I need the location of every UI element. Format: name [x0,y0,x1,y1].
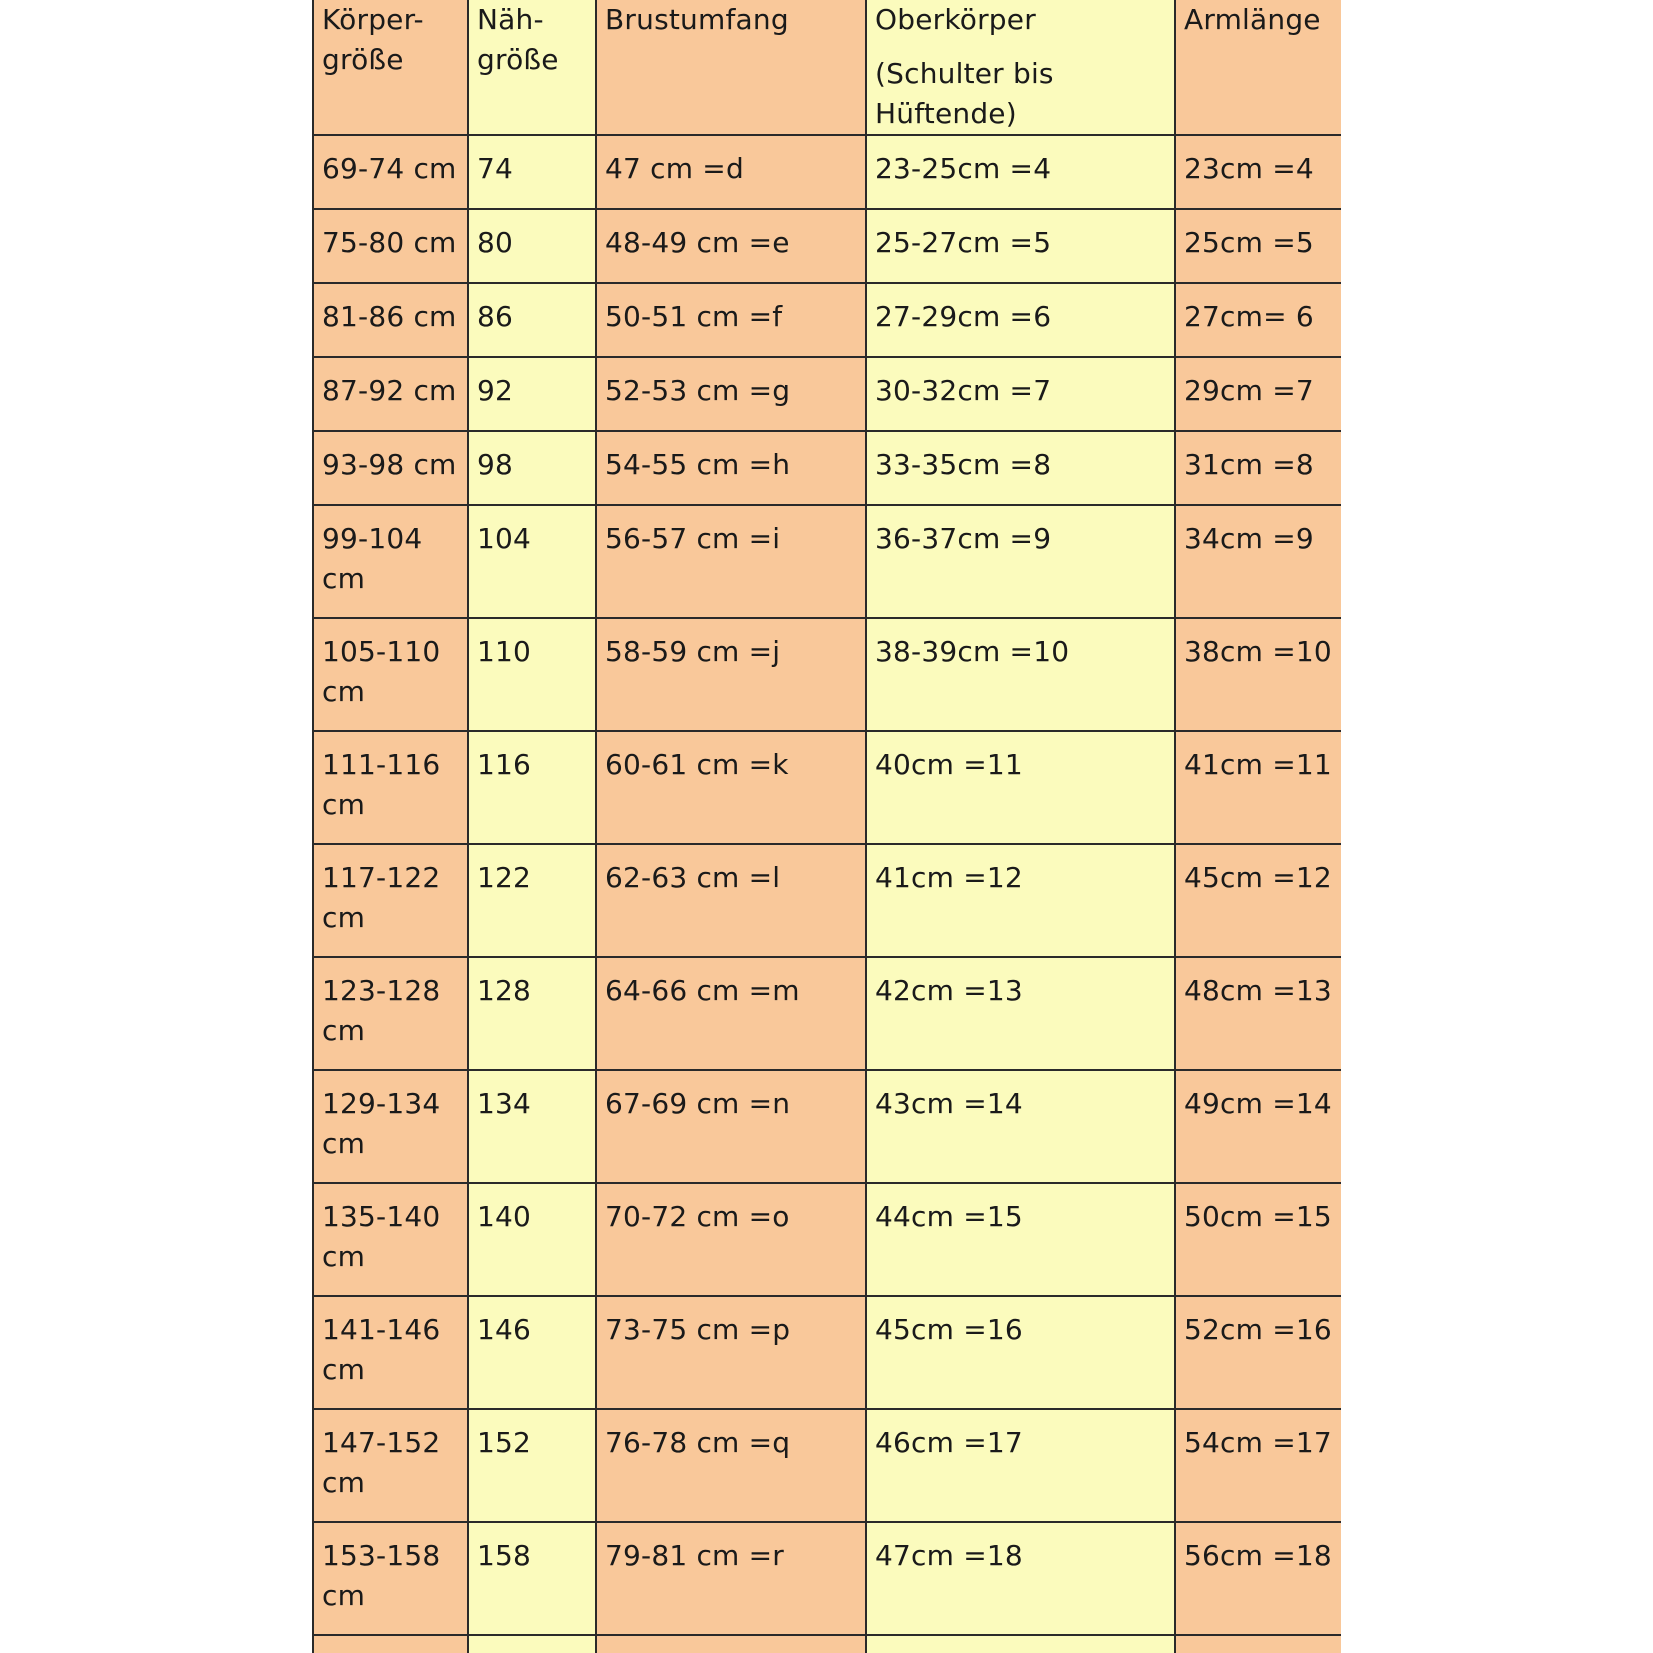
cell-naehgroesse: 74 [468,135,596,209]
table-row-partial [313,1635,1341,1653]
cell-oberkoerper: 47cm =18 [866,1522,1175,1635]
header-oberkoerper-sublabel: (Schulter bis Hüftende) [875,57,1054,130]
cell-brustumfang: 58-59 cm =j [596,618,866,731]
header-koerpergroesse-label: Körper- größe [322,3,424,76]
cell-armlaenge: 56cm =18 [1175,1522,1341,1635]
cell-armlaenge-empty [1175,1635,1341,1653]
cell-koerpergroesse: 105-110 cm [313,618,468,731]
cell-naehgroesse: 92 [468,357,596,431]
cell-brustumfang: 62-63 cm =l [596,844,866,957]
cell-armlaenge: 50cm =15 [1175,1183,1341,1296]
cell-naehgroesse: 122 [468,844,596,957]
cell-koerpergroesse: 129-134 cm [313,1070,468,1183]
cell-naehgroesse: 128 [468,957,596,1070]
header-armlaenge [1175,0,1341,135]
header-naehgroesse-label: Näh- größe [477,3,559,76]
cell-koerpergroesse: 141-146 cm [313,1296,468,1409]
table-row [313,135,1341,209]
cell-oberkoerper: 42cm =13 [866,957,1175,1070]
size-chart-table [312,0,1341,1653]
cell-oberkoerper: 44cm =15 [866,1183,1175,1296]
table-row [313,957,1341,1070]
header-koerpergroesse [313,0,468,135]
table-row [313,1409,1341,1522]
cell-armlaenge: 49cm =14 [1175,1070,1341,1183]
cell-koerpergroesse: 135-140 cm [313,1183,468,1296]
cell-oberkoerper-empty [866,1635,1175,1653]
table-row [313,283,1341,357]
cell-koerpergroesse: 81-86 cm [313,283,468,357]
cell-brustumfang: 50-51 cm =f [596,283,866,357]
cell-naehgroesse: 104 [468,505,596,618]
cell-armlaenge: 31cm =8 [1175,431,1341,505]
cell-brustumfang: 70-72 cm =o [596,1183,866,1296]
table-row [313,1522,1341,1635]
cell-naehgroesse: 146 [468,1296,596,1409]
cell-armlaenge: 25cm =5 [1175,209,1341,283]
cell-armlaenge: 29cm =7 [1175,357,1341,431]
table-row [313,357,1341,431]
cell-naehgroesse: 116 [468,731,596,844]
cell-oberkoerper: 46cm =17 [866,1409,1175,1522]
cell-naehgroesse: 152 [468,1409,596,1522]
table-row [313,844,1341,957]
cell-koerpergroesse: 75-80 cm [313,209,468,283]
cell-oberkoerper: 38-39cm =10 [866,618,1175,731]
cell-koerpergroesse: 153-158 cm [313,1522,468,1635]
cell-oberkoerper: 36-37cm =9 [866,505,1175,618]
table-row [313,618,1341,731]
cell-brustumfang: 79-81 cm =r [596,1522,866,1635]
cell-koerpergroesse: 111-116 cm [313,731,468,844]
cell-koerpergroesse: 93-98 cm [313,431,468,505]
cell-oberkoerper: 30-32cm =7 [866,357,1175,431]
cell-oberkoerper: 41cm =12 [866,844,1175,957]
cell-naehgroesse: 110 [468,618,596,731]
cell-armlaenge: 52cm =16 [1175,1296,1341,1409]
cell-koerpergroesse: 117-122 cm [313,844,468,957]
table-row [313,431,1341,505]
cell-brustumfang: 60-61 cm =k [596,731,866,844]
cell-brustumfang: 48-49 cm =e [596,209,866,283]
cell-oberkoerper: 33-35cm =8 [866,431,1175,505]
table-row [313,505,1341,618]
table-row [313,1070,1341,1183]
cell-oberkoerper: 27-29cm =6 [866,283,1175,357]
cell-koerpergroesse: 147-152 cm [313,1409,468,1522]
cell-armlaenge: 45cm =12 [1175,844,1341,957]
table-row [313,1296,1341,1409]
cell-brustumfang: 54-55 cm =h [596,431,866,505]
cell-brustumfang: 64-66 cm =m [596,957,866,1070]
header-oberkoerper [866,0,1175,135]
header-row [313,0,1341,135]
table-row [313,731,1341,844]
header-armlaenge-label: Armlänge [1184,3,1321,36]
cell-koerpergroesse: 69-74 cm [313,135,468,209]
cell-armlaenge: 48cm =13 [1175,957,1341,1070]
cell-brustumfang: 73-75 cm =p [596,1296,866,1409]
cell-naehgroesse: 86 [468,283,596,357]
cell-oberkoerper: 45cm =16 [866,1296,1175,1409]
cell-oberkoerper: 25-27cm =5 [866,209,1175,283]
size-chart-body [313,135,1341,1653]
header-brustumfang-label: Brustumfang [605,3,789,36]
cell-armlaenge: 27cm= 6 [1175,283,1341,357]
cell-armlaenge: 34cm =9 [1175,505,1341,618]
cell-koerpergroesse: 87-92 cm [313,357,468,431]
cell-brustumfang: 67-69 cm =n [596,1070,866,1183]
cell-koerpergroesse: 123-128 cm [313,957,468,1070]
cell-naehgroesse-empty [468,1635,596,1653]
cell-oberkoerper: 43cm =14 [866,1070,1175,1183]
cell-naehgroesse: 80 [468,209,596,283]
table-row [313,209,1341,283]
cell-oberkoerper: 23-25cm =4 [866,135,1175,209]
cell-armlaenge: 54cm =17 [1175,1409,1341,1522]
cell-brustumfang: 76-78 cm =q [596,1409,866,1522]
cell-oberkoerper: 40cm =11 [866,731,1175,844]
cell-koerpergroesse-empty [313,1635,468,1653]
cell-armlaenge: 38cm =10 [1175,618,1341,731]
cell-naehgroesse: 140 [468,1183,596,1296]
table-row [313,1183,1341,1296]
cell-armlaenge: 41cm =11 [1175,731,1341,844]
cell-brustumfang-empty [596,1635,866,1653]
header-brustumfang [596,0,866,135]
cell-brustumfang: 56-57 cm =i [596,505,866,618]
cell-naehgroesse: 158 [468,1522,596,1635]
cell-armlaenge: 23cm =4 [1175,135,1341,209]
header-oberkoerper-label: Oberkörper [875,3,1036,36]
size-chart-sheet [312,0,1341,1653]
cell-brustumfang: 47 cm =d [596,135,866,209]
cell-brustumfang: 52-53 cm =g [596,357,866,431]
header-naehgroesse [468,0,596,135]
cell-naehgroesse: 134 [468,1070,596,1183]
cell-naehgroesse: 98 [468,431,596,505]
cell-koerpergroesse: 99-104 cm [313,505,468,618]
